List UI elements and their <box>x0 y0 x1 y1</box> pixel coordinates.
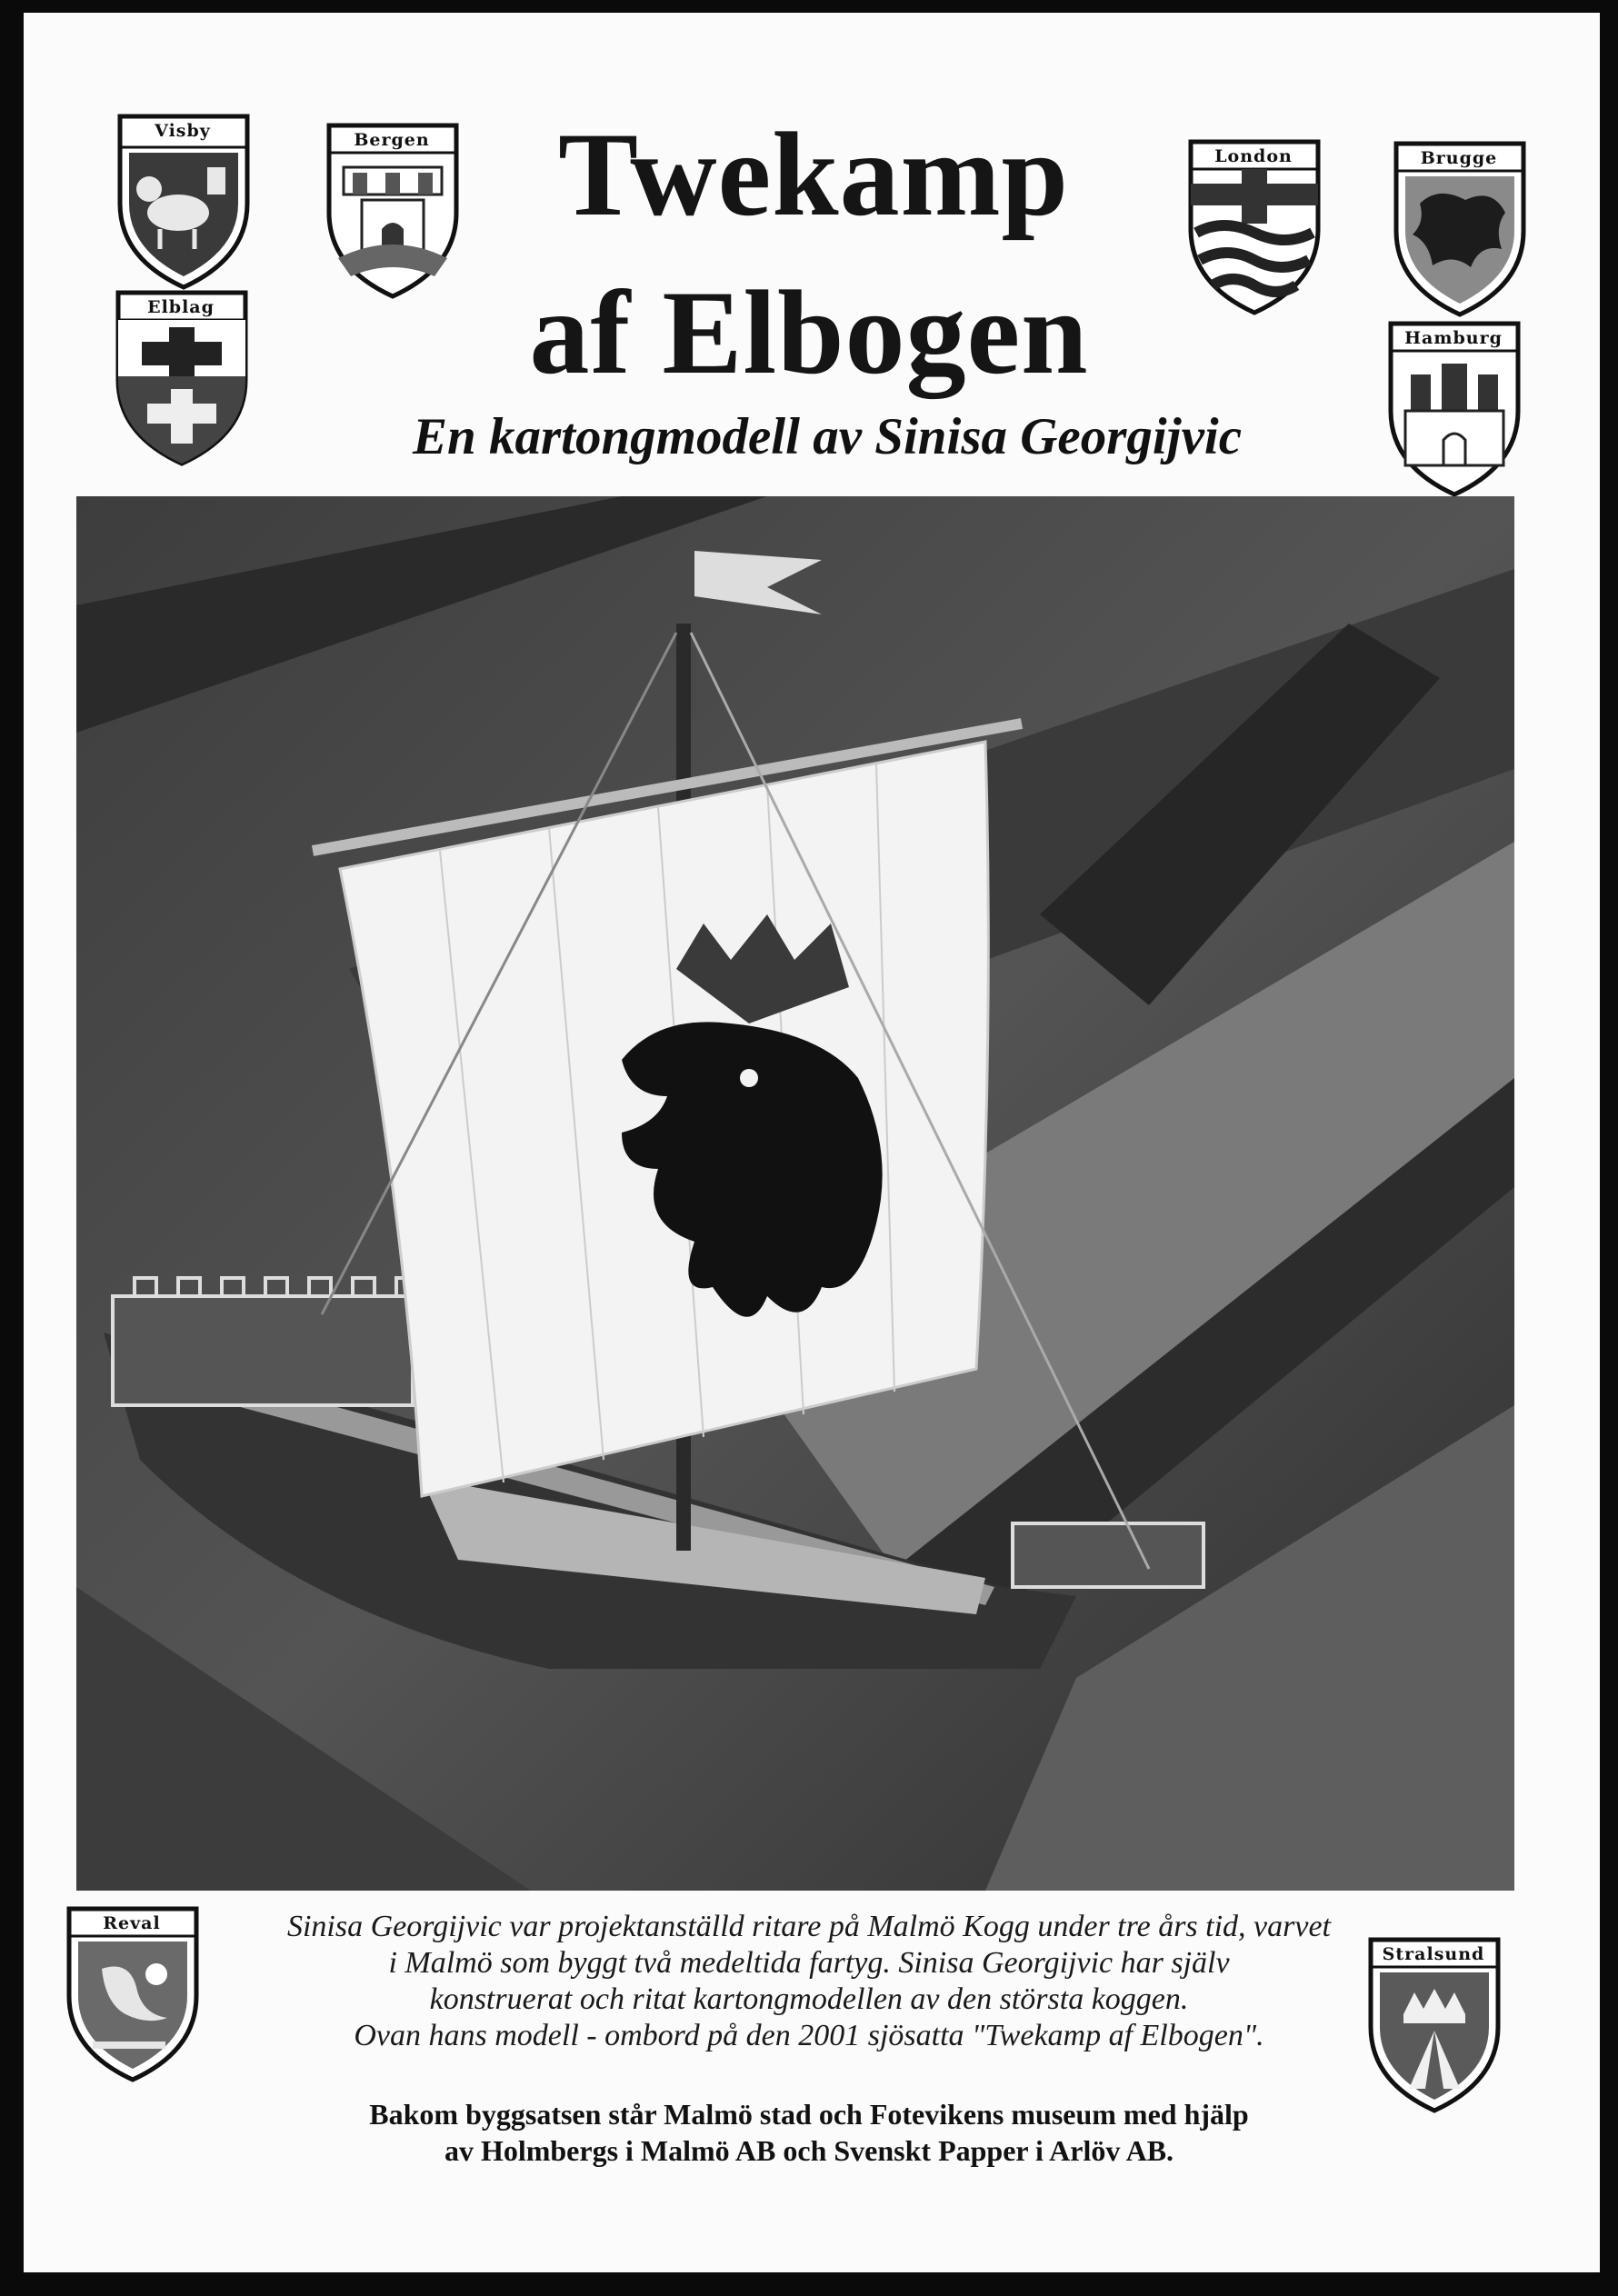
document-title-line-2: af Elbogen <box>529 265 1089 399</box>
stralsund-crest-label: Stralsund <box>1382 1944 1485 1964</box>
model-cog-ship-image <box>76 496 1514 1891</box>
caption-line-1: Sinisa Georgijvic var projektanställd ritare på Malmö Kogg under tre års tid, varvet <box>286 1910 1331 1943</box>
london-crest <box>1187 138 1322 316</box>
elblag-crest <box>115 289 249 467</box>
reval-crest <box>65 1905 200 2083</box>
hamburg-crest-label: Hamburg <box>1404 328 1503 348</box>
caption-line-4: Ovan hans modell - ombord på den 2001 sjösatta "Twekamp af Elbogen". <box>354 2019 1264 2052</box>
brugge-crest <box>1393 140 1527 318</box>
bergen-crest-label: Bergen <box>354 130 430 150</box>
document-subtitle: En kartongmodell av Sinisa Georgijvic <box>412 408 1243 465</box>
reval-crest-label: Reval <box>103 1913 161 1933</box>
hamburg-crest <box>1387 320 1522 498</box>
brugge-crest-label: Brugge <box>1420 148 1498 168</box>
credits-line-2: av Holmbergs i Malmö AB och Svenskt Papper i Arlöv AB. <box>444 2134 1174 2167</box>
sponsor-credits <box>273 2096 1345 2169</box>
london-crest-label: London <box>1214 146 1293 166</box>
caption-line-3: konstruerat och ritat kartongmodellen av den största koggen. <box>429 1982 1189 2016</box>
credits-line-1: Bakom byggsatsen står Malmö stad och Fotevikens museum med hjälp <box>369 2098 1249 2131</box>
photo-caption <box>218 1909 1400 2054</box>
document-title-line-1: Twekamp <box>558 107 1069 241</box>
visby-crest <box>116 113 251 291</box>
bergen-crest <box>325 122 460 300</box>
elblag-crest-label: Elblag <box>147 297 215 317</box>
caption-line-2: i Malmö som byggt två medeltida fartyg. Sinisa Georgijvic har själv <box>388 1946 1230 1980</box>
visby-crest-label: Visby <box>155 121 211 141</box>
ship-model-photo <box>76 496 1514 1891</box>
